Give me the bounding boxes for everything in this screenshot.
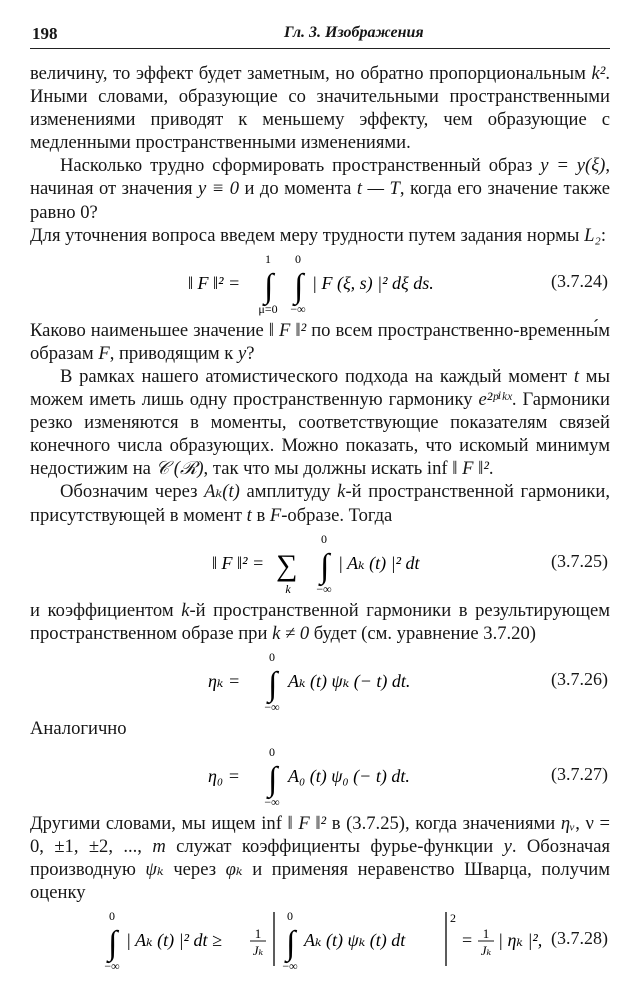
paragraph-9: Другими словами, мы ищем inf ‖ F ‖² в (3.7.25), когда значениями ηᵥ, ν = 0, ±1, ±2, ..., m служат коэффициенты фурье-функции y. Обозначая производную ψₖ через φₖ и применяя неравенство Шварца, получим оценку [30,812,611,904]
paragraph-2: Насколько трудно сформировать пространственный образ y = y(ξ), начиная от значения y ≡ 0 и до момента t — T, когда его значение также равно 0? [30,155,611,223]
paragraph-5: В рамках нашего атомистического подхода на каждый момент t мы можем иметь лишь одну пространственную гармонику e²ᵖⁱᵏˣ. Гармоники резко изменяются в моменты, соответствующие показателям связей конечного числа образующих. Можно показать, что искомый минимум недостижим на 𝒞 (ℛ), так что мы должны искать inf ‖ F ‖². [30,365,610,480]
equation-3-7-26 [30,649,610,713]
svg-text:−∞: −∞ [264,699,280,714]
svg-text:Jₖ: Jₖ [252,943,264,959]
equation-number: (3.7.26) [551,668,608,689]
svg-text:‖ F ‖² =: ‖ F ‖² = [188,272,241,293]
svg-text:−∞: −∞ [104,959,120,974]
sum-sign: ∑ [276,548,298,582]
svg-text:k: k [285,581,291,596]
svg-text:1: 1 [265,251,271,266]
svg-text:−∞: −∞ [264,794,280,809]
equation-3-7-24-formula [30,251,510,315]
paragraph-8: Аналогично [30,717,127,739]
equation-3-7-28 [30,908,610,972]
equation-3-7-25 [30,531,610,595]
svg-text:0: 0 [269,744,275,759]
svg-text:η₀ =: η₀ = [208,765,240,786]
svg-text:0: 0 [295,251,301,266]
equation-3-7-24 [30,251,610,315]
paragraph-1: величину, то эффект будет заметным, но обратно пропорциональным k². Иными словами, образующие со значительными пространственными изменениями приводят к меньшему эффекту, чем образующие с медленными пространственными изменениями. [30,63,610,154]
svg-text:−∞: −∞ [316,581,332,596]
equation-3-7-28-formula [30,908,543,974]
equation-number: (3.7.25) [551,550,608,571]
equation-3-7-27 [30,744,610,808]
svg-text:Aₖ (t) ψₖ (− t) dt.: Aₖ (t) ψₖ (− t) dt. [288,670,411,691]
paragraph-4: Каково наименьшее значение ‖ F ‖² по всем пространственно-временны́м образам F, приводящим к y? [30,319,611,364]
paragraph-3: Для уточнения вопроса введем меру трудности путем задания нормы L₂: [30,224,607,246]
page-body [30,62,610,976]
equation-3-7-27-formula [30,744,510,808]
integral-sign: ∫ [268,665,278,703]
svg-text:1: 1 [482,926,490,942]
integral-sign: ∫ [264,267,274,305]
svg-text:| Aₖ (t) |² dt: | Aₖ (t) |² dt [338,552,420,573]
equation-number: (3.7.27) [551,763,608,784]
integral-sign: ∫ [108,925,118,963]
svg-text:0: 0 [321,531,327,546]
paragraph-6: Обозначим через Aₖ(t) амплитуду k-й пространственной гармоники, присутствующей в момент t в F-образе. Тогда [30,481,610,526]
svg-text:Aₖ (t) ψₖ (t) dt: Aₖ (t) ψₖ (t) dt [304,930,406,951]
svg-text:| F (ξ, s) |² dξ ds.: | F (ξ, s) |² dξ ds. [312,272,434,293]
svg-text:A₀ (t) ψ₀ (− t) dt.: A₀ (t) ψ₀ (− t) dt. [288,765,410,786]
svg-text:‖ F ‖² =: ‖ F ‖² = [212,552,265,573]
svg-text:0: 0 [287,909,293,924]
integral-sign: ∫ [286,925,296,963]
svg-text:2: 2 [450,911,456,926]
svg-text:ηₖ =: ηₖ = [208,670,241,691]
svg-text:μ=0: μ=0 [258,301,278,316]
svg-text:−∞: −∞ [290,301,306,316]
svg-text:−∞: −∞ [282,959,298,974]
svg-text:0: 0 [109,909,115,924]
equation-number: (3.7.28) [551,928,608,949]
page-number: 198 [32,24,58,43]
svg-text:1: 1 [254,926,262,942]
svg-text:| ηₖ |²,: | ηₖ |², [498,930,543,951]
svg-text:=: = [462,930,473,951]
page-header [32,22,608,48]
equation-3-7-26-formula [30,649,510,713]
svg-text:| Aₖ (t) |² dt ≥: | Aₖ (t) |² dt ≥ [126,930,222,951]
integral-sign: ∫ [320,547,330,585]
header-rule [30,48,610,49]
integral-sign: ∫ [268,760,278,798]
equation-number: (3.7.24) [551,270,608,291]
integral-sign: ∫ [294,267,304,305]
running-head: Гл. 3. Изображения [284,24,424,41]
svg-text:0: 0 [269,649,275,664]
equation-3-7-25-formula [30,531,510,595]
svg-text:Jₖ: Jₖ [480,943,492,959]
paragraph-7: и коэффициентом k-й пространственной гармоники в результирующем пространственном образе при k ≠ 0 будет (см. уравнение 3.7.20) [30,599,610,644]
